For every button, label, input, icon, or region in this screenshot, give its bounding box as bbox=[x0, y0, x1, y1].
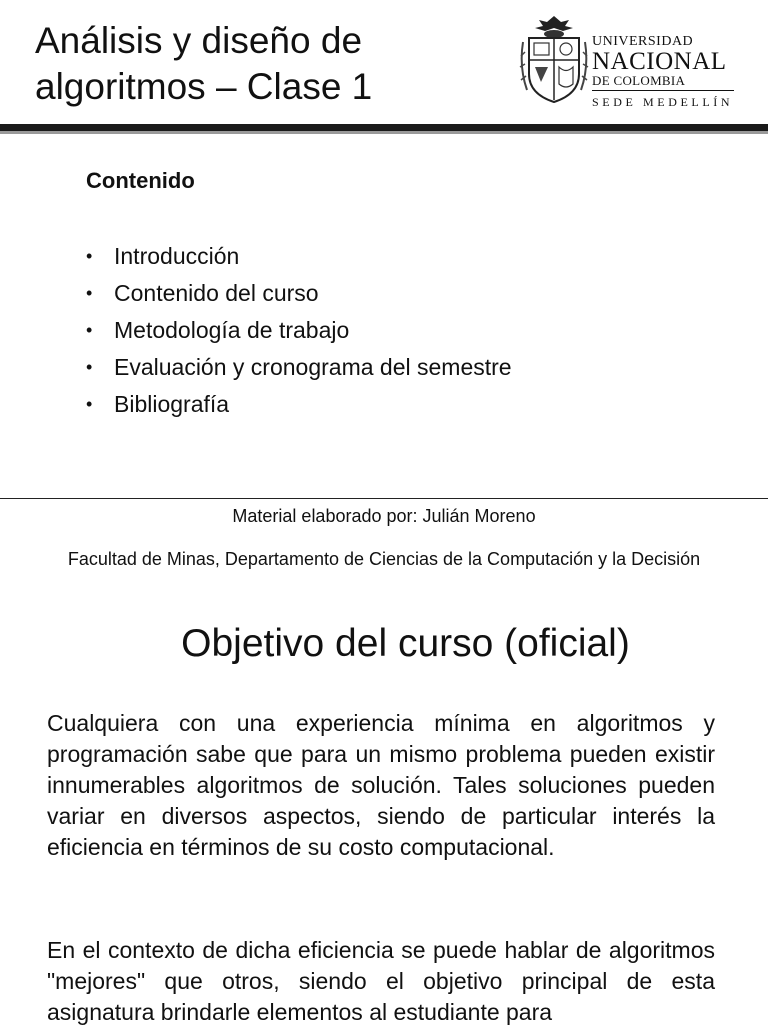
bullet-icon: • bbox=[86, 246, 93, 266]
list-item bbox=[86, 238, 512, 275]
author-credit: Material elaborado por: Julián Moreno bbox=[232, 506, 536, 526]
header-divider-shadow bbox=[0, 131, 768, 134]
list-item bbox=[86, 312, 512, 349]
logo-line-universidad: UNIVERSIDAD bbox=[592, 34, 694, 49]
list-item-label: Contenido del curso bbox=[114, 280, 319, 306]
header-divider bbox=[0, 124, 768, 131]
logo-line-sede: SEDE MEDELLÍN bbox=[592, 95, 734, 109]
university-shield-icon bbox=[519, 12, 589, 106]
list-item-label: Evaluación y cronograma del semestre bbox=[114, 354, 512, 380]
list-item bbox=[86, 349, 512, 386]
contenido-heading: Contenido bbox=[86, 168, 195, 193]
list-item-label: Introducción bbox=[114, 243, 240, 269]
list-item-label: Bibliografía bbox=[114, 391, 230, 417]
footer-divider bbox=[0, 498, 768, 499]
faculty-credit: Facultad de Minas, Departamento de Ciencias de la Computación y la Decisión bbox=[67, 549, 701, 569]
paragraph-1: Cualquiera con una experiencia mínima en algoritmos y programación sabe que para un mismo problema pueden existir innumerables algoritmos de solución. Tales soluciones pueden variar en diversos aspectos, siendo de particular interés la eficiencia en términos de su costo computacional. bbox=[47, 710, 715, 860]
paragraph-2: En el contexto de dicha eficiencia se puede hablar de algoritmos "mejores" que otros, siendo el objetivo principal de esta asignatura brindarle elementos al estudiante para bbox=[47, 937, 715, 1025]
list-item bbox=[86, 275, 512, 312]
bullet-icon: • bbox=[86, 283, 93, 303]
title-line-1: Análisis y diseño de bbox=[35, 20, 363, 61]
title-line-2: algoritmos – Clase 1 bbox=[35, 66, 373, 107]
bullet-icon: • bbox=[86, 320, 93, 340]
bullet-icon: • bbox=[86, 394, 93, 414]
bullet-icon: • bbox=[86, 357, 93, 377]
slide-title bbox=[35, 18, 495, 110]
list-item-label: Metodología de trabajo bbox=[114, 317, 350, 343]
slide-2-title: Objetivo del curso (oficial) bbox=[181, 622, 630, 665]
logo-text bbox=[592, 34, 734, 110]
list-item bbox=[86, 386, 512, 423]
university-logo bbox=[519, 12, 744, 112]
logo-line-nacional: NACIONAL bbox=[592, 48, 727, 75]
contents-list bbox=[86, 238, 512, 423]
logo-line-colombia: DE COLOMBIA bbox=[592, 74, 734, 91]
